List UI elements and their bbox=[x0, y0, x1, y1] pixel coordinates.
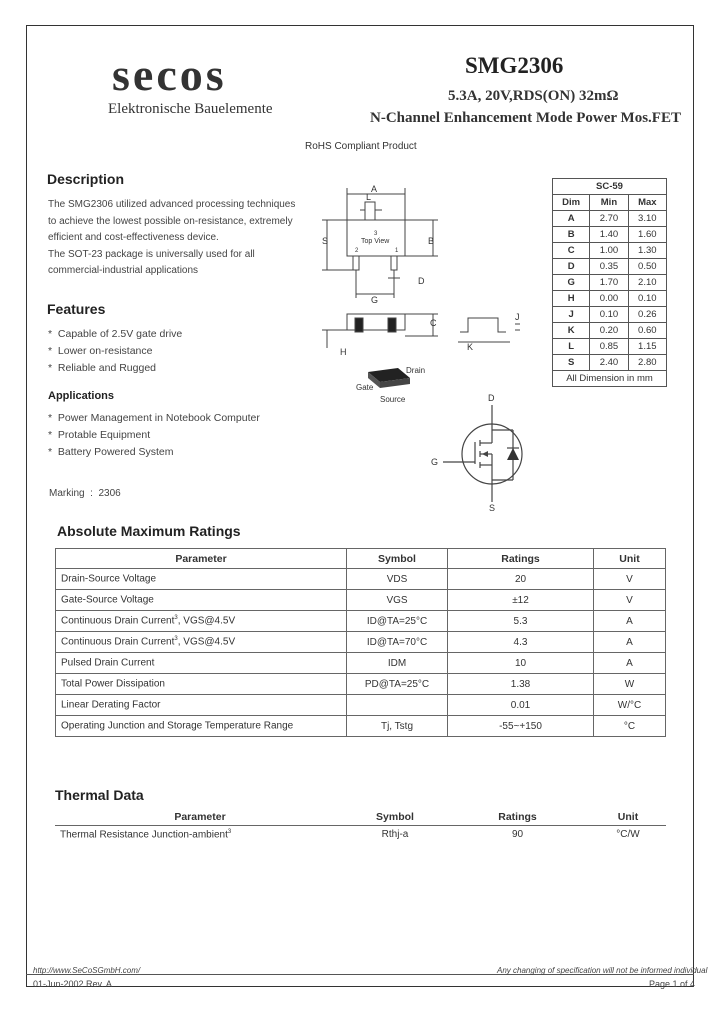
footer-date: 01-Jun-2002 Rev. A bbox=[33, 979, 112, 989]
part-number: SMG2306 bbox=[465, 53, 564, 78]
company-logo: secos bbox=[112, 49, 227, 100]
pin-label-drain: Drain bbox=[406, 366, 426, 375]
pin-label-source: Source bbox=[380, 395, 406, 404]
table-row: Linear Derating Factor 0.01 W/°C bbox=[56, 695, 666, 716]
list-item: * Capable of 2.5V gate drive bbox=[48, 328, 183, 340]
table-row: C 1.00 1.30 bbox=[553, 243, 667, 259]
table-row: Thermal Resistance Junction-ambient$^3$ Rthj-a 90 °C/W bbox=[60, 828, 640, 841]
features-title: Features bbox=[47, 301, 106, 317]
dim-label-k: K bbox=[467, 342, 474, 352]
thermal-title: Thermal Data bbox=[55, 787, 144, 803]
table-row: Continuous Drain Current$^3$, VGS@4.5V ID@TA=25°C 5.3 A bbox=[56, 611, 666, 632]
dimension-table bbox=[552, 178, 667, 387]
symbol-label-gate: G bbox=[431, 457, 439, 467]
dimension-table-title: SC-59 bbox=[553, 179, 667, 195]
table-row: Continuous Drain Current$^3$, VGS@4.5V ID@TA=70°C 4.3 A bbox=[56, 632, 666, 653]
list-item: * Battery Powered System bbox=[48, 446, 174, 458]
pin2-label: 2 bbox=[355, 248, 359, 254]
abs-max-table bbox=[55, 548, 666, 737]
description-line: commercial-industrial applications bbox=[48, 265, 199, 276]
list-item: * Reliable and Rugged bbox=[48, 362, 156, 374]
table-row: L 0.85 1.15 bbox=[553, 339, 667, 355]
footer-page: Page 1 of 4 bbox=[649, 979, 696, 989]
spec-line-2: N-Channel Enhancement Mode Power Mos.FET bbox=[370, 110, 681, 126]
dim-label-d: D bbox=[418, 276, 425, 286]
thermal-table bbox=[55, 808, 666, 843]
table-row: Drain-Source Voltage VDS 20 V bbox=[56, 569, 666, 590]
description-title: Description bbox=[47, 171, 125, 187]
description-line: The SMG2306 utilized advanced processing techniques bbox=[48, 199, 296, 210]
table-row: S 2.40 2.80 bbox=[553, 355, 667, 371]
mosfet-schematic-symbol bbox=[425, 390, 545, 515]
abs-max-title: Absolute Maximum Ratings bbox=[57, 523, 241, 539]
applications-title: Applications bbox=[48, 390, 115, 402]
dim-label-c: C bbox=[430, 318, 437, 328]
pin-label-gate: Gate bbox=[356, 383, 374, 392]
description-line: The SOT-23 package is universally used for all bbox=[48, 248, 255, 260]
footer-notice: Any changing of specification will not be informed individual bbox=[497, 966, 708, 975]
spec-line-1: 5.3A, 20V,RDS(ON) 32mΩ bbox=[448, 88, 619, 104]
table-row: B 1.40 1.60 bbox=[553, 227, 667, 243]
table-row: Operating Junction and Storage Temperature Range Tj, Tstg -55~+150 °C bbox=[56, 716, 666, 737]
dimension-table-footer: All Dimension in mm bbox=[553, 371, 667, 387]
dim-label-a: A bbox=[371, 184, 378, 194]
description-text bbox=[48, 197, 318, 280]
footer-url[interactable]: http://www.SeCoSGmbH.com/ bbox=[33, 966, 141, 975]
applications-list bbox=[48, 410, 260, 461]
package-outline-drawing bbox=[310, 180, 550, 420]
table-row: Gate-Source Voltage VGS ±12 V bbox=[56, 590, 666, 611]
features-list bbox=[48, 326, 182, 377]
dim-label-s: S bbox=[322, 236, 329, 246]
list-item: * Power Management in Notebook Computer bbox=[48, 412, 260, 424]
table-row: D 0.35 0.50 bbox=[553, 259, 667, 275]
table-row: Total Power Dissipation PD@TA=25°C 1.38 W bbox=[56, 674, 666, 695]
list-item: * Protable Equipment bbox=[48, 429, 151, 441]
pin3-label: 3 bbox=[374, 231, 378, 237]
dim-label-h: H bbox=[340, 347, 347, 357]
dimension-table-header: Dim Min Max bbox=[553, 195, 667, 211]
table-row: A 2.70 3.10 bbox=[553, 211, 667, 227]
top-view-label: Top View bbox=[361, 238, 390, 245]
dim-label-b: B bbox=[428, 236, 435, 246]
company-name: Elektronische Bauelemente bbox=[108, 101, 273, 117]
marking: Marking : 2306 bbox=[49, 488, 121, 499]
table-row: Pulsed Drain Current IDM 10 A bbox=[56, 653, 666, 674]
dim-label-g: G bbox=[371, 295, 379, 305]
dim-label-j: J bbox=[515, 312, 520, 322]
description-line: to achieve the lowest possible on-resistance, extremely bbox=[48, 215, 293, 227]
table-row: G 1.70 2.10 bbox=[553, 275, 667, 291]
table-header: Parameter Symbol Ratings Unit bbox=[56, 549, 666, 569]
table-row: J 0.10 0.26 bbox=[553, 307, 667, 323]
symbol-label-drain: D bbox=[488, 393, 495, 403]
rohs-label: RoHS Compliant Product bbox=[305, 141, 417, 152]
description-line: efficient and cost-effectiveness device. bbox=[48, 232, 219, 243]
table-header: Parameter Symbol Ratings Unit bbox=[55, 808, 666, 826]
symbol-label-source: S bbox=[489, 503, 496, 513]
table-row: H 0.00 0.10 bbox=[553, 291, 667, 307]
pin1-label: 1 bbox=[395, 248, 399, 254]
list-item: * Lower on-resistance bbox=[48, 345, 153, 357]
dim-label-l: L bbox=[366, 192, 372, 202]
table-row: K 0.20 0.60 bbox=[553, 323, 667, 339]
